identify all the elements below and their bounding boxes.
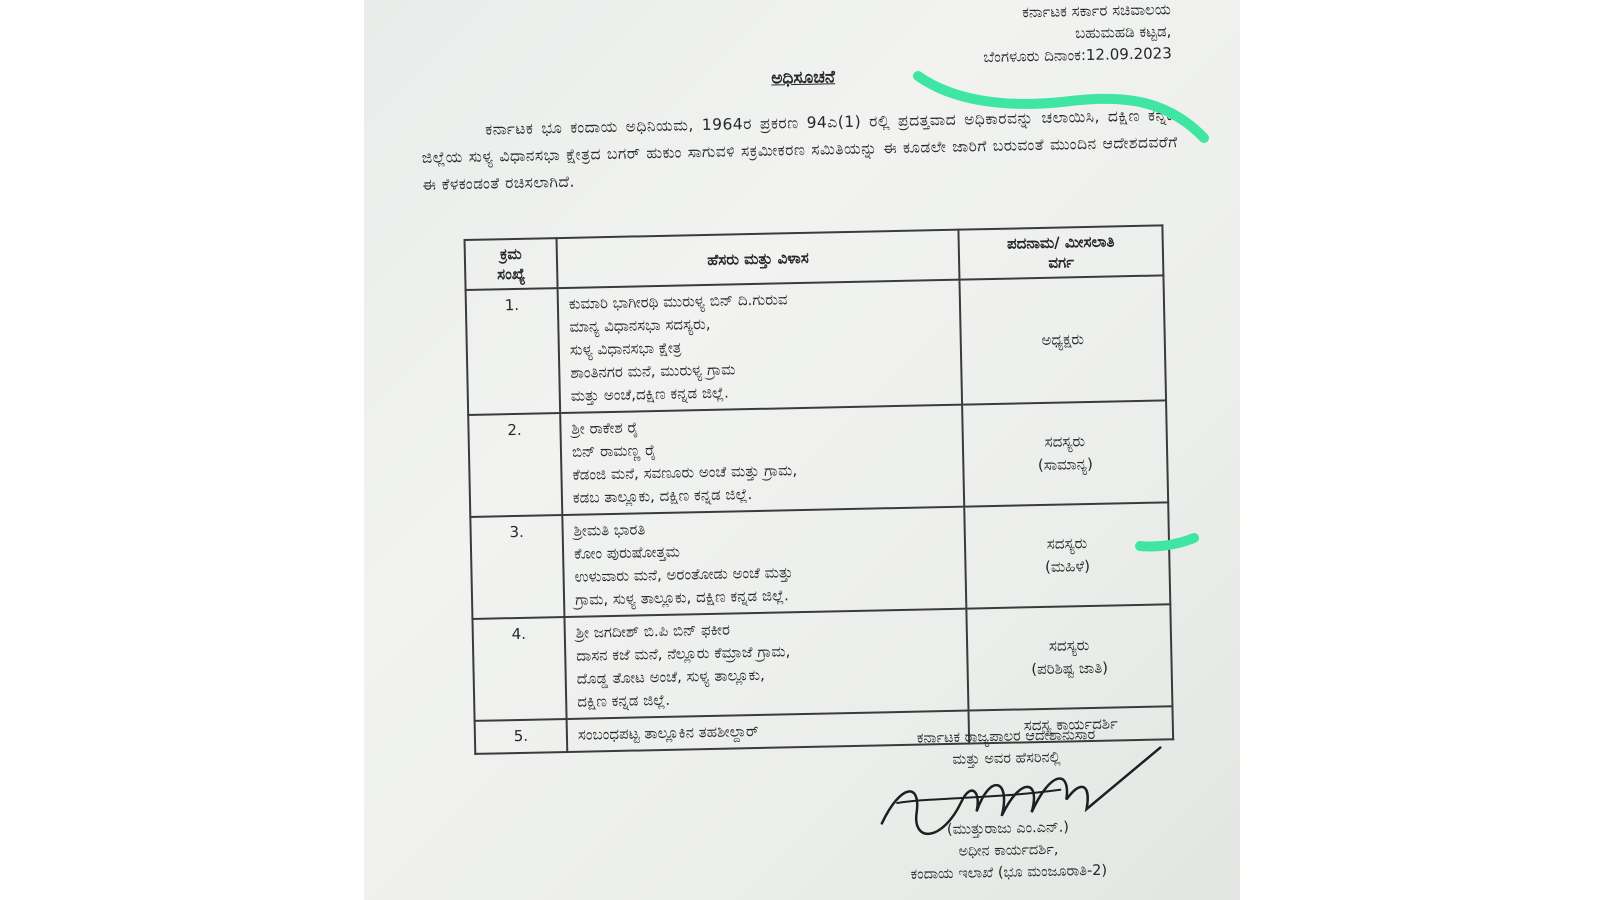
row-name-address: ಶ್ರೀಮತಿ ಭಾರತಿ ಕೋಂ ಪುರುಷೋತ್ತಮ ಉಳುವಾರು ಮನೆ, ಅರಂತೋಡು ಅಂಚೆ ಮತ್ತು ಗ್ರಾಮ, ಸುಳ್ಯ ತಾಲ್ಲೂಕು, ದಕ್ಷಿಣ ಕನ್ನಡ ಜಿಲ್ಲೆ. [562,507,966,617]
signatory-designation: ಅಧೀನ ಕಾರ್ಯದರ್ಶಿ, [958,841,1059,860]
table-row [472,604,1172,721]
row-serial: 4. [472,617,566,721]
header-serial: ಕ್ರಮ ಸಂಖ್ಯೆ [465,238,558,290]
row-designation: ಸದಸ್ಯರು (ಮಹಿಳೆ) [964,502,1170,608]
row-designation: ಅಧ್ಯಕ್ಷರು [959,275,1166,404]
office-line-1: ಕರ್ನಾಟಕ ಸರ್ಕಾರ ಸಚಿವಾಲಯ [1021,0,1172,22]
row-designation: ಸದಸ್ಯರು (ಸಾಮಾನ್ಯ) [962,400,1168,506]
row-name-address: ಶ್ರೀ ಜಗದೀಶ್ ಬಿ.ಪಿ ಬಿನ್ ಫಕೀರ ದಾಸನ ಕಜೆ ಮನೆ, ನೆಲ್ಲೂರು ಕೆಮ್ರಾಜೆ ಗ್ರಾಮ, ದೊಡ್ಡ ತೋಟ ಅಂಚೆ, ಸುಳ್ಯ ತಾಲ್ಲೂಕು, ದಕ್ಷಿಣ ಕನ್ನಡ ಜಿಲ್ಲೆ. [564,609,968,719]
signatory-department: ಕಂದಾಯ ಇಲಾಖೆ (ಭೂ ಮಂಜೂರಾತಿ-2) [910,862,1108,883]
office-line-2: ಬಹುಮಹಡಿ ಕಟ್ಟಡ, [1074,22,1172,43]
highlight-stroke [912,60,1212,150]
table-row [470,502,1170,619]
row-serial: 3. [470,515,564,619]
row-designation: ಸದಸ್ಯರು (ಪರಿಶಿಷ್ಟ ಜಾತಿ) [966,604,1172,710]
table-row [466,275,1166,415]
page-title: ಅಧಿಸೂಚನೆ [771,67,836,89]
handwritten-signature [870,737,1172,853]
highlight-dash [1134,530,1204,560]
document-photo [364,0,1240,900]
row-name-address: ಸಂಬಂಧಪಟ್ಟ ತಾಲ್ಲೂಕಿನ ತಹಶೀಲ್ದಾರ್ [567,711,970,752]
signatory-name: (ಮುತ್ತುರಾಜು ಎಂ.ಎನ್.) [946,819,1070,839]
header-designation: ಪದನಾಮ/ ಮೀಸಲಾತಿ ವರ್ಗ [958,225,1163,279]
row-name-address: ಕುಮಾರಿ ಭಾಗೀರಥಿ ಮುರುಳ್ಯ ಬಿನ್ ದಿ.ಗುರುವ ಮಾನ್ಯ ವಿಧಾನಸಭಾ ಸದಸ್ಯರು, ಸುಳ್ಯ ವಿಧಾನಸಭಾ ಕ್ಷೇತ್ರ ಶಾಂತಿನಗರ ಮನೆ, ಮುರುಳ್ಯ ಗ್ರಾಮ ಮತ್ತು ಅಂಚೆ,ದಕ್ಷಿಣ ಕನ್ನಡ ಜಿಲ್ಲೆ. [558,280,963,413]
date-line: ಬೆಂಗಳೂರು ದಿನಾಂಕ:12.09.2023 [983,44,1172,67]
row-serial: 5. [475,719,568,754]
row-name-address: ಶ್ರೀ ರಾಕೇಶ ರೈ ಬಿನ್ ರಾಮಣ್ಣ ರೈ ಕೆಡಂಜಿ ಮನೆ, ಸವಣೂರು ಅಂಚೆ ಮತ್ತು ಗ್ರಾಮ, ಕಡಬ ತಾಲ್ಲೂಕು, ದಕ್ಷಿಣ ಕನ್ನಡ ಜಿಲ್ಲೆ. [560,405,964,515]
row-serial: 2. [468,413,562,517]
row-serial: 1. [466,288,561,415]
notification-paragraph: ಕರ್ನಾಟಕ ಭೂ ಕಂದಾಯ ಅಧಿನಿಯಮ, 1964ರ ಪ್ರಕರಣ 94ಎ(1) ರಲ್ಲಿ ಪ್ರದತ್ತವಾದ ಅಧಿಕಾರವನ್ನು ಚಲಾಯಿಸಿ, ದಕ್ಷಿಣ ಕನ್ನಡ ಜಿಲ್ಲೆಯ ಸುಳ್ಯ ವಿಧಾನಸಭಾ ಕ್ಷೇತ್ರದ ಬಗರ್ ಹುಕುಂ ಸಾಗುವಳಿ ಸಕ್ರಮೀಕರಣ ಸಮಿತಿಯನ್ನು ಈ ಕೂಡಲೇ ಜಾರಿಗೆ ಬರುವಂತೆ ಮುಂದಿನ ಆದೇಶದವರೆಗೆ ಈ ಕೆಳಕಂಡಂತೆ ರಚಿಸಲಾಗಿದೆ. [421,106,1178,194]
committee-table [464,224,1175,755]
table-row [468,400,1168,517]
sign-line-1: ಕರ್ನಾಟಕ ರಾಜ್ಯಪಾಲರ ಆದೇಶಾನುಸಾರ [916,726,1096,747]
office-header [982,0,1172,68]
sign-line-2: ಮತ್ತು ಅವರ ಹೆಸರಿನಲ್ಲಿ [952,749,1061,768]
row-designation: ಸದಸ್ಯ ಕಾರ್ಯದರ್ಶಿ [968,706,1173,743]
header-name-address: ಹೆಸರು ಮತ್ತು ವಿಳಾಸ [557,230,960,288]
